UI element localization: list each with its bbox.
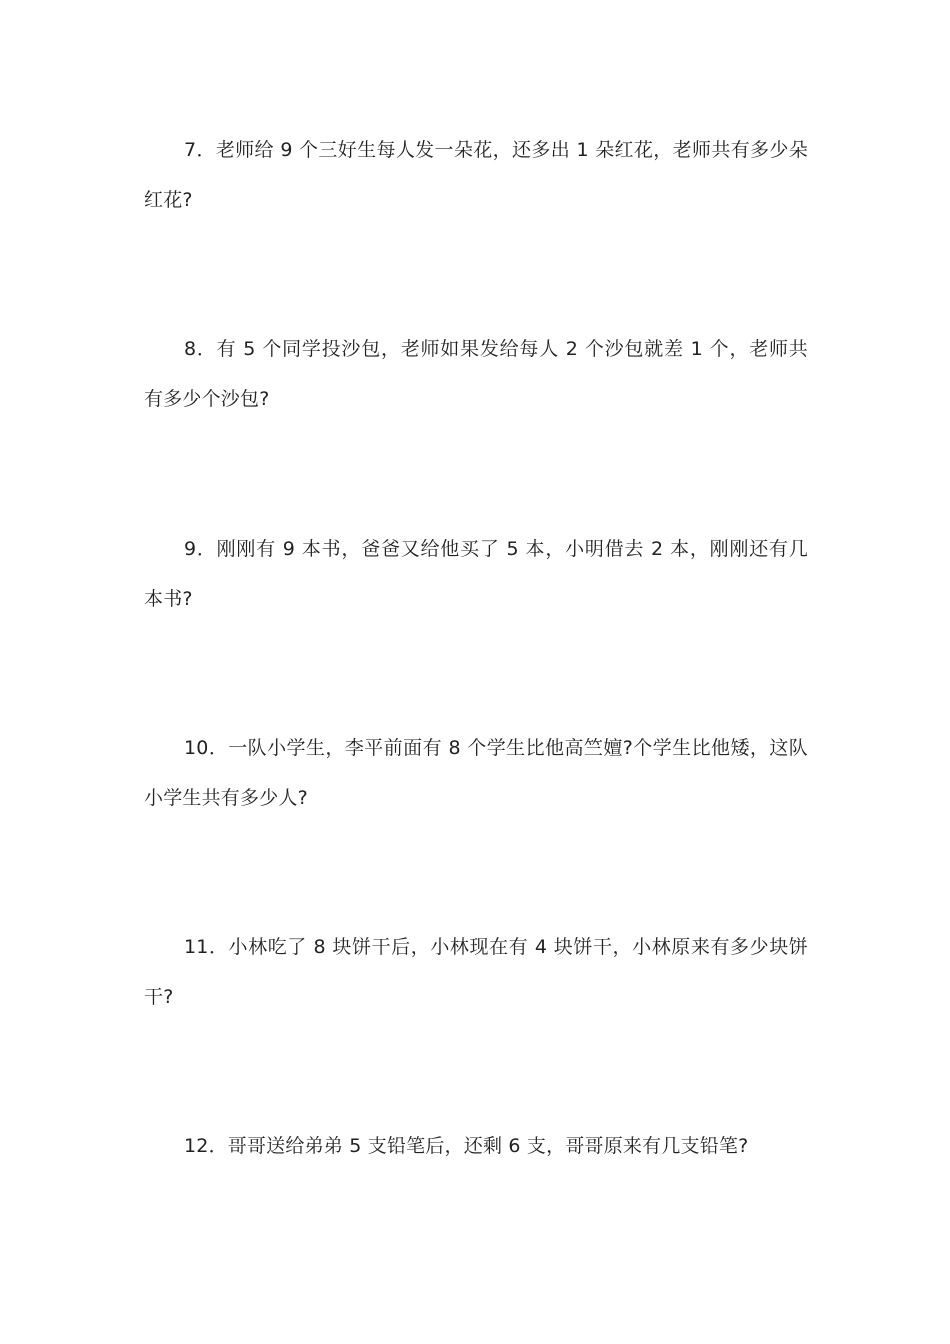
question-7 [144, 125, 808, 225]
question-text: 有 5 个同学投沙包，老师如果发给每人 2 个沙包就差 1 个，老师共有多少个沙包? [144, 338, 808, 410]
question-number: 9． [184, 538, 217, 560]
question-text: 老师给 9 个三好生每人发一朵花，还多出 1 朵红花，老师共有多少朵红花? [144, 139, 808, 211]
question-number: 7． [184, 139, 216, 161]
question-10 [144, 723, 808, 823]
question-number: 10． [184, 737, 229, 759]
question-12 [144, 1121, 808, 1171]
question-9 [144, 524, 808, 624]
question-number: 8． [184, 338, 217, 360]
question-text: 小林吃了 8 块饼干后，小林现在有 4 块饼干，小林原来有多少块饼干? [144, 936, 808, 1008]
question-number: 12． [184, 1135, 228, 1157]
question-text: 刚刚有 9 本书，爸爸又给他买了 5 本，小明借去 2 本，刚刚还有几本书? [144, 538, 808, 610]
question-11 [144, 922, 808, 1022]
question-text: 一队小学生，李平前面有 8 个学生比他高竺嬗?个学生比他矮，这队小学生共有多少人? [144, 737, 808, 809]
question-number: 11． [184, 936, 229, 958]
question-text: 哥哥送给弟弟 5 支铅笔后，还剩 6 支，哥哥原来有几支铅笔? [227, 1135, 749, 1157]
question-8 [144, 324, 808, 424]
